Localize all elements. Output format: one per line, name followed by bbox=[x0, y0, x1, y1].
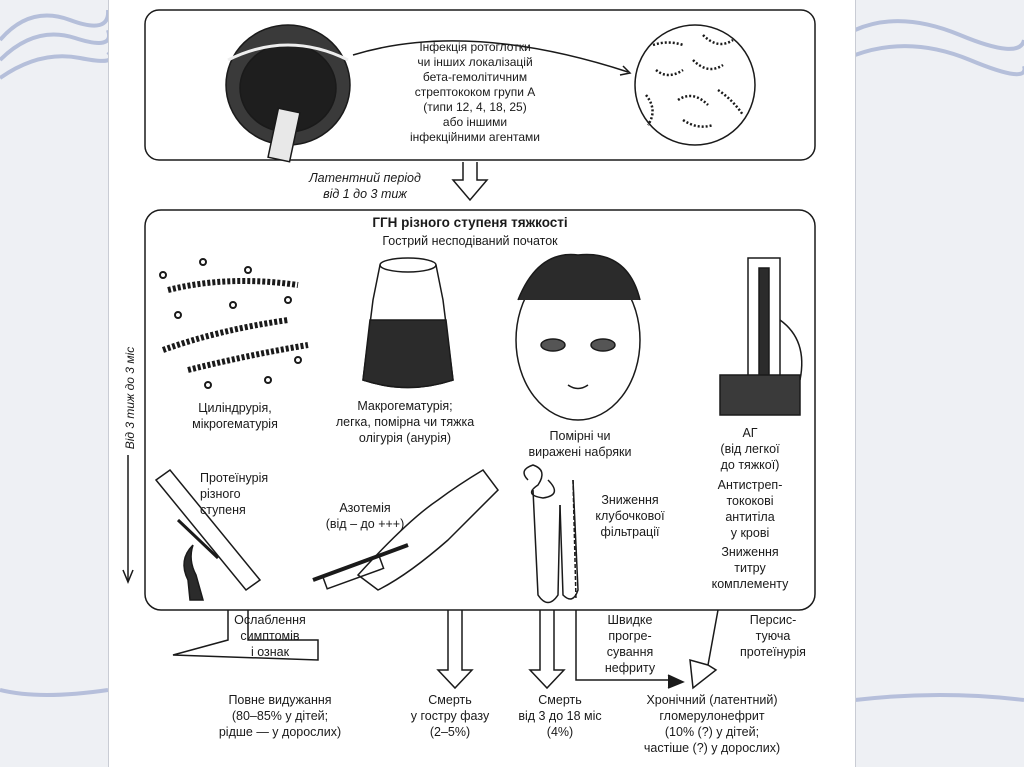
recovery-line-3: рідше — у дорослих) bbox=[218, 725, 342, 739]
antibodies-line-2: тококові bbox=[726, 494, 774, 508]
latent-line-2: від 1 до 3 тиж bbox=[323, 187, 407, 201]
proteinuria-line-2: різного bbox=[200, 487, 241, 501]
latent-line-1: Латентний період bbox=[309, 171, 421, 185]
nephron-illustration bbox=[524, 465, 578, 603]
death-late-line-2: від 3 до 18 міс bbox=[518, 709, 602, 723]
cylinders-line-2: мікрогематурія bbox=[192, 417, 278, 431]
antibodies-line-4: у крові bbox=[730, 526, 770, 540]
persist-line-2: туюча bbox=[755, 629, 791, 643]
chronic-line-3: (10% (?) у дітей; bbox=[664, 725, 760, 739]
proteinuria-line-3: ступеня bbox=[200, 503, 246, 517]
relief-label bbox=[225, 612, 315, 660]
progress-line-1: Швидке bbox=[607, 613, 653, 627]
gfr-line-2: клубочкової bbox=[595, 509, 665, 523]
infection-line-3: бета-гемолітичним bbox=[422, 70, 528, 84]
progress-line-2: прогре- bbox=[608, 629, 652, 643]
azotemia-line-2: (від – до +++) bbox=[325, 517, 405, 531]
complement-line-2: титру bbox=[734, 561, 766, 575]
relief-line-2: симптомів bbox=[240, 629, 300, 643]
mouth-illustration bbox=[226, 25, 350, 162]
persist-line-1: Персис- bbox=[749, 613, 797, 627]
gfr-label bbox=[580, 492, 680, 540]
main-subtitle: Гострий несподіваний початок bbox=[382, 234, 558, 248]
sphygmomanometer-illustration bbox=[720, 258, 802, 415]
infection-line-4: стрептококом групи А bbox=[414, 85, 536, 99]
macro-label bbox=[325, 398, 485, 446]
progress-line-4: нефриту bbox=[604, 661, 656, 675]
death-acute-line-3: (2–5%) bbox=[429, 725, 471, 739]
latent-arrow bbox=[453, 162, 487, 200]
flask-illustration bbox=[363, 258, 453, 388]
child-face-illustration bbox=[516, 255, 640, 420]
persist-label bbox=[728, 612, 818, 660]
relief-line-3: і ознак bbox=[250, 645, 290, 659]
ag-line-1: АГ bbox=[742, 426, 758, 440]
side-timeline-label: Від 3 тиж до 3 міс bbox=[123, 346, 137, 450]
infection-line-1: Інфекція ротоглотки bbox=[419, 40, 531, 54]
antibodies-label bbox=[700, 477, 800, 541]
complement-line-1: Зниження bbox=[721, 545, 779, 559]
cylinders-line-1: Циліндрурія, bbox=[198, 401, 272, 415]
relief-line-1: Ослаблення bbox=[234, 613, 306, 627]
gfr-line-1: Зниження bbox=[601, 493, 659, 507]
gfr-line-3: фільтрації bbox=[600, 525, 660, 539]
ag-line-2: (від легкої bbox=[720, 442, 780, 456]
recovery-line-2: (80–85% у дітей; bbox=[231, 709, 329, 723]
chronic-line-1: Хронічний (латентний) bbox=[646, 693, 778, 707]
death-late-line-3: (4%) bbox=[546, 725, 574, 739]
death-acute-line-2: у гостру фазу bbox=[410, 709, 490, 723]
azotemia-line-1: Азотемія bbox=[339, 501, 391, 515]
infection-line-6: або іншими bbox=[442, 115, 508, 129]
persist-line-3: протеїнурія bbox=[740, 645, 806, 659]
main-title: ГГН різного ступеня тяжкості bbox=[372, 215, 568, 230]
complement-label bbox=[700, 544, 800, 592]
antibodies-line-1: Антистреп- bbox=[717, 478, 783, 492]
infection-line-7: інфекційними агентами bbox=[409, 130, 541, 144]
macro-line-2: легка, помірна чи тяжка bbox=[335, 415, 475, 429]
persist-arrow bbox=[690, 610, 718, 688]
cylinders-label bbox=[170, 400, 300, 432]
chronic-line-4: частіше (?) у дорослих) bbox=[643, 741, 781, 755]
hypertension-label bbox=[700, 425, 800, 473]
proteinuria-line-1: Протеїнурія bbox=[200, 471, 269, 485]
infection-line-5: (типи 12, 4, 18, 25) bbox=[423, 100, 527, 114]
macro-line-3: олігурія (анурія) bbox=[358, 431, 452, 445]
death-late-label bbox=[505, 692, 615, 740]
cylinders-illustration bbox=[160, 259, 308, 388]
infection-text bbox=[390, 40, 560, 145]
macro-line-1: Макрогематурія; bbox=[357, 399, 453, 413]
recovery-label bbox=[190, 692, 370, 740]
edema-label bbox=[515, 428, 645, 460]
complement-line-3: комплементу bbox=[711, 577, 789, 591]
proteinuria-label bbox=[200, 470, 290, 518]
bacteria-illustration bbox=[635, 25, 755, 145]
death-acute-line-1: Смерть bbox=[428, 693, 472, 707]
chronic-label bbox=[622, 692, 802, 756]
infection-line-2: чи інших локалізацій bbox=[417, 55, 533, 69]
azotemia-label bbox=[315, 500, 415, 532]
death-acute-arrow bbox=[438, 610, 472, 688]
antibodies-line-3: антитіла bbox=[725, 510, 775, 524]
recovery-line-1: Повне видужання bbox=[228, 693, 332, 707]
death-acute-label bbox=[395, 692, 505, 740]
latent-period-label bbox=[290, 170, 440, 202]
edema-line-2: виражені набряки bbox=[528, 445, 632, 459]
progress-line-3: сування bbox=[606, 645, 654, 659]
progress-label bbox=[590, 612, 670, 676]
death-late-arrow bbox=[530, 610, 564, 688]
ag-line-3: до тяжкої) bbox=[720, 458, 780, 472]
chronic-line-2: гломерулонефрит bbox=[659, 709, 765, 723]
death-late-line-1: Смерть bbox=[538, 693, 582, 707]
edema-line-1: Помірні чи bbox=[549, 429, 611, 443]
